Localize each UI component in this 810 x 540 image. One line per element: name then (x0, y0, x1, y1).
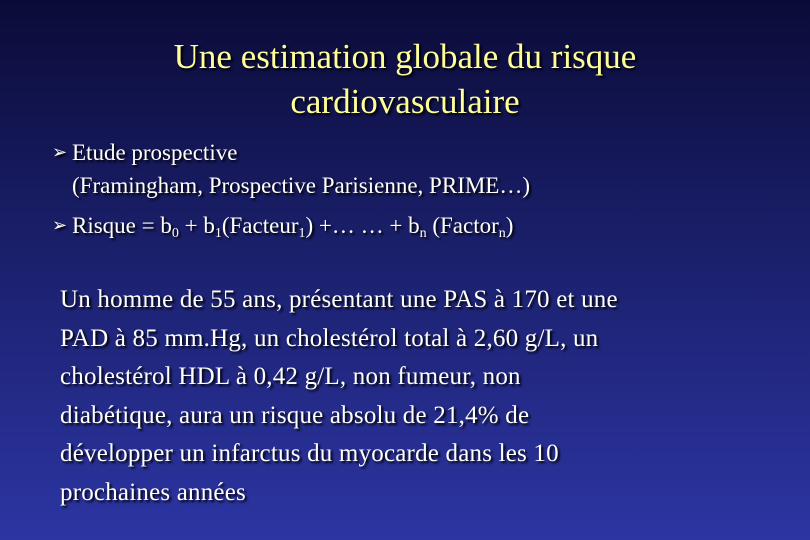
bullet-study-line-1: Etude prospective (72, 140, 238, 165)
bullet-risk-formula (52, 209, 792, 242)
paragraph-line-3: cholestérol HDL à 0,42 g/L, non fumeur, non (60, 363, 521, 390)
paragraph-line-2: PAD à 85 mm.Hg, un cholestérol total à 2,60 g/L, un (60, 324, 599, 352)
bullet-study-line-2: (Framingham, Prospective Parisienne, PRIME…) (72, 173, 531, 198)
paragraph-line-4: diabétique, aura un risque absolu de 21,4% de (60, 401, 530, 429)
risk-formula: Risque = $b_0$ + $b_1(Facteur_1)$ +… … + $b_n$ (Factor$_n$) (72, 213, 514, 241)
arrow-bullet-icon: ➢ (52, 215, 68, 236)
paragraph-line-5: développer un infarctus du myocarde dans les 10 (60, 440, 559, 467)
title-line-2: cardiovasculaire (290, 82, 520, 121)
paragraph-line-6: prochaines années (60, 478, 246, 506)
title-line-1: Une estimation globale du risque (173, 37, 637, 76)
arrow-bullet-icon: ➢ (52, 142, 68, 163)
example-paragraph (60, 281, 780, 512)
paragraph-line-1: Un homme de 55 ans, présentant une PAS à 170 et une (60, 286, 618, 313)
bullet-study (52, 136, 792, 202)
bullet-list (52, 136, 792, 242)
slide-title (0, 34, 810, 124)
